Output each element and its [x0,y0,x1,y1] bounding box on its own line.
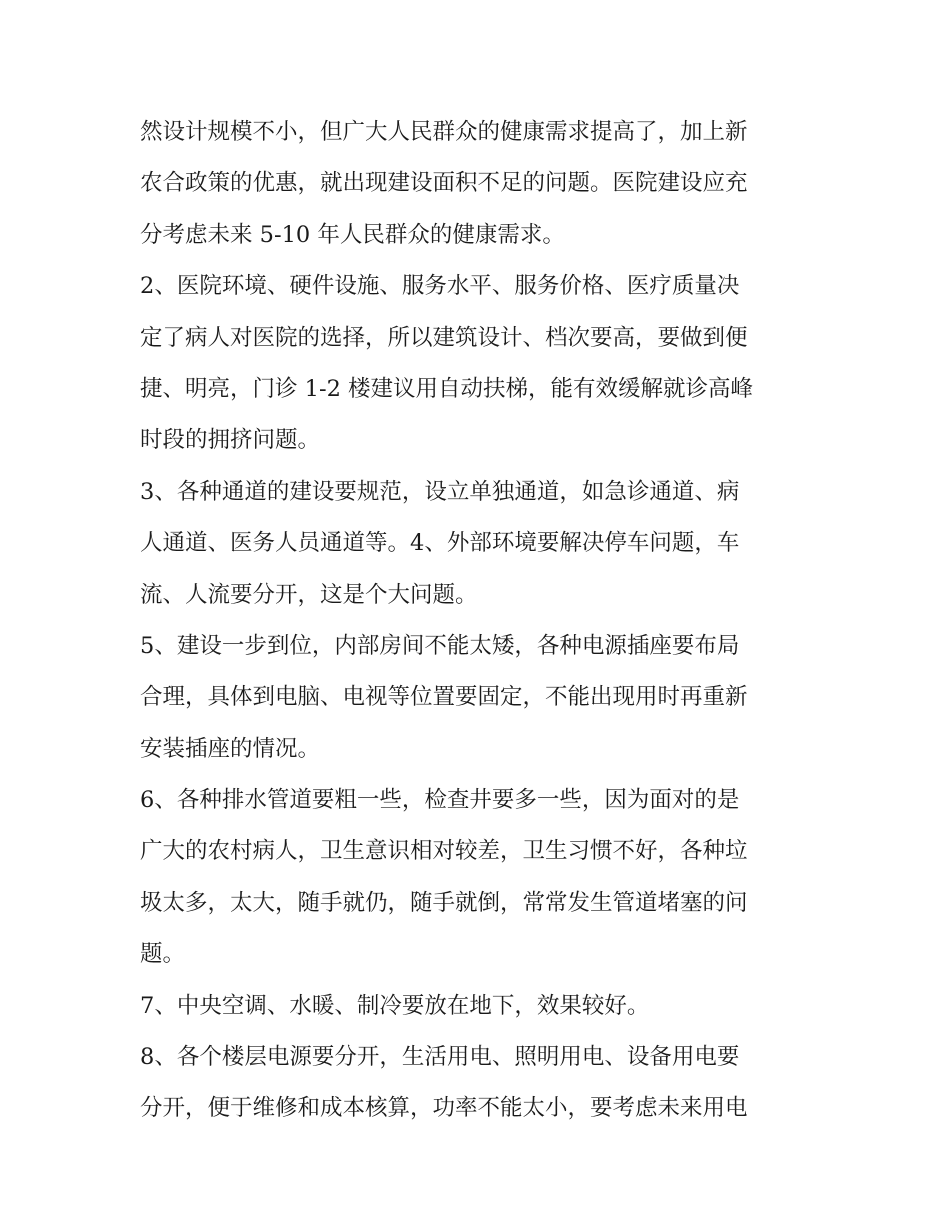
text-line: 流、人流要分开，这是个大问题。 [140,581,478,608]
text-line: 8、各个楼层电源要分开，生活用电、照明用电、设备用电要 [140,1044,740,1071]
text-line: 广大的农村病人，卫生意识相对较差，卫生习惯不好，各种垃 [140,838,748,865]
text-line: 然设计规模不小，但广大人民群众的健康需求提高了，加上新 [140,119,748,145]
text-line: 定了病人对医院的选择，所以建筑设计、档次要高，要做到便 [140,324,748,351]
text-line: 圾太多，太大，随手就仍，随手就倒，常常发生管道堵塞的问 [140,889,748,916]
text-line: 农合政策的优惠，就出现建设面积不足的问题。医院建设应充 [140,170,748,197]
text-line: 3、各种通道的建设要规范，设立单独通道，如急诊通道、病 [140,478,740,505]
text-line: 7、中央空调、水暖、制冷要放在地下，效果较好。 [140,992,650,1019]
text-line: 5、建设一步到位，内部房间不能太矮，各种电源插座要布局 [140,632,740,659]
text-line: 合理，具体到电脑、电视等位置要固定，不能出现用时再重新 [140,684,748,711]
text-line: 分开，便于维修和成本核算，功率不能太小，要考虑未来用电 [140,1095,748,1122]
text-line: 安装插座的情况。 [140,735,321,762]
text-line: 人通道、医务人员通道等。4、外部环境要解决停车问题，车 [140,530,740,557]
text-line: 题。 [140,941,186,968]
text-line: 捷、明亮，门诊 1-2 楼建议用自动扶梯，能有效缓解就诊高峰 [140,375,754,402]
body-text [140,107,820,1135]
text-line: 6、各种排水管道要粗一些，检查井要多一些，因为面对的是 [140,787,740,814]
text-line: 时段的拥挤问题。 [140,427,321,454]
text-line: 2、医院环境、硬件设施、服务水平、服务价格、医疗质量决 [140,273,740,300]
text-line: 分考虑未来 5-10 年人民群众的健康需求。 [140,221,565,248]
